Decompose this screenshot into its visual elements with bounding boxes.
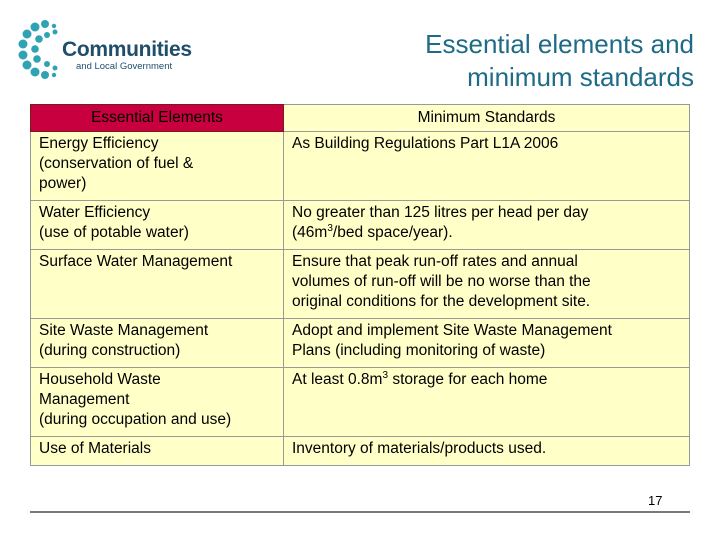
table-row — [31, 368, 690, 437]
table-row — [31, 250, 690, 319]
cell-line: Site Waste Management — [39, 322, 209, 339]
element-cell — [31, 368, 284, 437]
element-cell — [31, 319, 284, 368]
cell-line: Energy Efficiency — [39, 135, 159, 152]
cell-line: original conditions for the development site. — [292, 293, 591, 310]
cell-line: Inventory of materials/products used. — [292, 440, 547, 457]
cell-line: Ensure that peak run-off rates and annual — [292, 253, 578, 270]
superscript: 3 — [382, 369, 389, 381]
cell-line: Surface Water Management — [39, 253, 233, 270]
standard-cell — [284, 201, 690, 250]
communities-logo — [18, 18, 198, 88]
logo-name: Communities — [62, 38, 192, 61]
text-part: (46m — [292, 224, 328, 241]
cell-line — [292, 223, 681, 243]
header-essential-elements: Essential Elements — [31, 105, 284, 132]
cell-line — [292, 370, 681, 390]
cell-line: volumes of run-off will be no worse than the — [292, 273, 591, 290]
page-number: 17 — [648, 493, 663, 508]
cell-line: (during occupation and use) — [39, 411, 232, 428]
table-row — [31, 437, 690, 466]
standard-cell — [284, 437, 690, 466]
table-row — [31, 319, 690, 368]
cell-line: Plans (including monitoring of waste) — [292, 342, 546, 359]
cell-line: (use of potable water) — [39, 224, 189, 241]
standard-cell — [284, 132, 690, 201]
cell-line: Management — [39, 391, 130, 408]
text-part: /bed space/year). — [332, 224, 453, 241]
page-title — [314, 28, 694, 94]
title-line-1: Essential elements and — [425, 29, 694, 59]
title-line-2: minimum standards — [467, 62, 694, 92]
element-cell — [31, 250, 284, 319]
superscript: 3 — [327, 222, 333, 234]
standard-cell — [284, 319, 690, 368]
cell-line: power) — [39, 175, 87, 192]
table-row — [31, 132, 690, 201]
table-header-row — [31, 105, 690, 132]
text-part: storage for each home — [388, 371, 548, 388]
cell-line: Water Efficiency — [39, 204, 151, 221]
cell-line: Adopt and implement Site Waste Management — [292, 322, 612, 339]
cell-line: (conservation of fuel & — [39, 155, 194, 172]
logo-subtitle: and Local Government — [76, 61, 173, 72]
element-cell — [31, 437, 284, 466]
standard-cell — [284, 250, 690, 319]
cell-line: No greater than 125 litres per head per day — [292, 204, 589, 221]
standard-cell — [284, 368, 690, 437]
footer-divider — [30, 511, 690, 513]
text-part: At least 0.8m — [292, 371, 383, 388]
element-cell — [31, 132, 284, 201]
cell-line: As Building Regulations Part L1A 2006 — [292, 135, 559, 152]
cell-line: (during construction) — [39, 342, 181, 359]
cell-line: Household Waste — [39, 371, 161, 388]
table-row — [31, 201, 690, 250]
cell-line: Use of Materials — [39, 440, 151, 457]
header-minimum-standards: Minimum Standards — [284, 105, 690, 132]
element-cell — [31, 201, 284, 250]
standards-table — [30, 104, 690, 466]
